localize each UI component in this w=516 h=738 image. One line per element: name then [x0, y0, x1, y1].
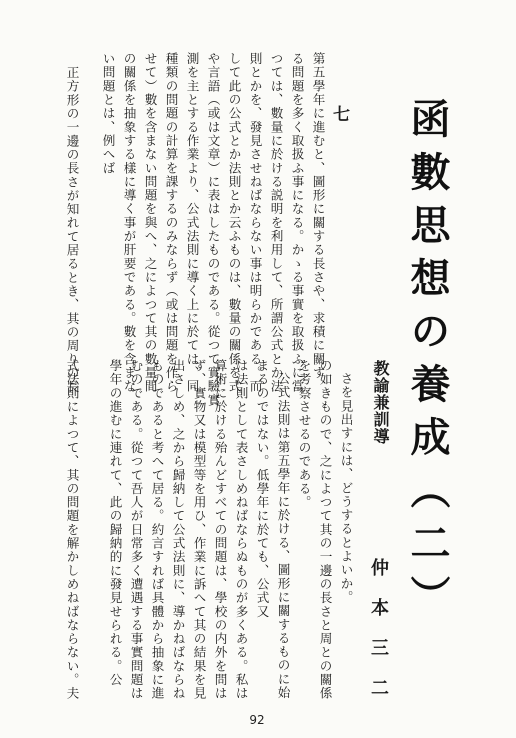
body-column: は法則として表さしめねばならぬものが多くある。私は — [233, 359, 249, 701]
body-column: まるのではない。低學年に於ても、公式又 — [254, 359, 270, 619]
body-column: い問題とは、例へば — [100, 52, 116, 175]
body-column: 學年の進むに連れて、此の歸納的に發見せられる。公 — [107, 359, 123, 687]
body-column: 式法則によつて、其の問題を解かしめねばならない。夫 — [64, 359, 80, 701]
body-column: を考察させるのである。 — [296, 359, 312, 510]
body-column: 出さしめ、之から歸納して公式法則に、導かねばならね — [170, 359, 186, 701]
body-column: せて）數を含まない問題を與へ、之によつて其の數量間 — [142, 52, 158, 394]
body-column: つては、數量に於ける説明を利用して、所謂公式とか法 — [268, 52, 284, 394]
body-column: 第五學年に進むと、圖形に關する長さや、求積に關す — [310, 52, 326, 380]
body-column: る問題を多く取扱ふ事になる。かゝる事實を取扱ふに當 — [289, 52, 305, 394]
body-column: 測を主とする作業より、公式法則に導く上に於ては、同 — [184, 52, 200, 394]
body-column: の關係を抽象する樣に導く事が肝要である。數を含まな — [121, 52, 137, 394]
article-title: 函數思想の養成（二） — [404, 98, 451, 628]
body-column: むのである。從つて吾人が日常多く遭遇する事實問題は — [128, 359, 144, 701]
body-column: 正方形の一邊の長さが知れて居るとき、其の周りの長 — [64, 66, 80, 394]
author-name: 仲本三二 — [368, 558, 389, 718]
author-position: 教諭兼訓導 — [371, 360, 390, 445]
body-column: 則とかを、發見させねばならない事は明らかである。而 — [247, 52, 263, 394]
body-column: の如きもので、之によつて其の一邊の長さと周との關係 — [317, 359, 333, 701]
body-column: 種類の問題の計算を課するのみならず（或は問題を作ら — [163, 52, 179, 394]
body-column: さを見出すには、どうするとよいか。 — [338, 372, 354, 605]
body-column: 公式法則は第五學年に於ける、圖形に關するものに始 — [275, 372, 291, 700]
page-number: 92 — [249, 713, 265, 727]
body-column: や言語（或は文章）に表はしたものである。從つて實驗實 — [205, 52, 221, 407]
body-column: 算術に於ける殆んどすべての問題は、學校の内外を問は — [212, 359, 228, 701]
body-column: して此の公式とか法則とか云ふものは、數量の關係を式 — [226, 52, 242, 394]
body-column: ものであると考へて居る。約言すれば具體から抽象に進 — [149, 359, 165, 701]
section-number: 七 — [329, 105, 349, 122]
body-column: ず、實物又は模型等を用ひ、作業に訴へて其の結果を見 — [191, 359, 207, 701]
